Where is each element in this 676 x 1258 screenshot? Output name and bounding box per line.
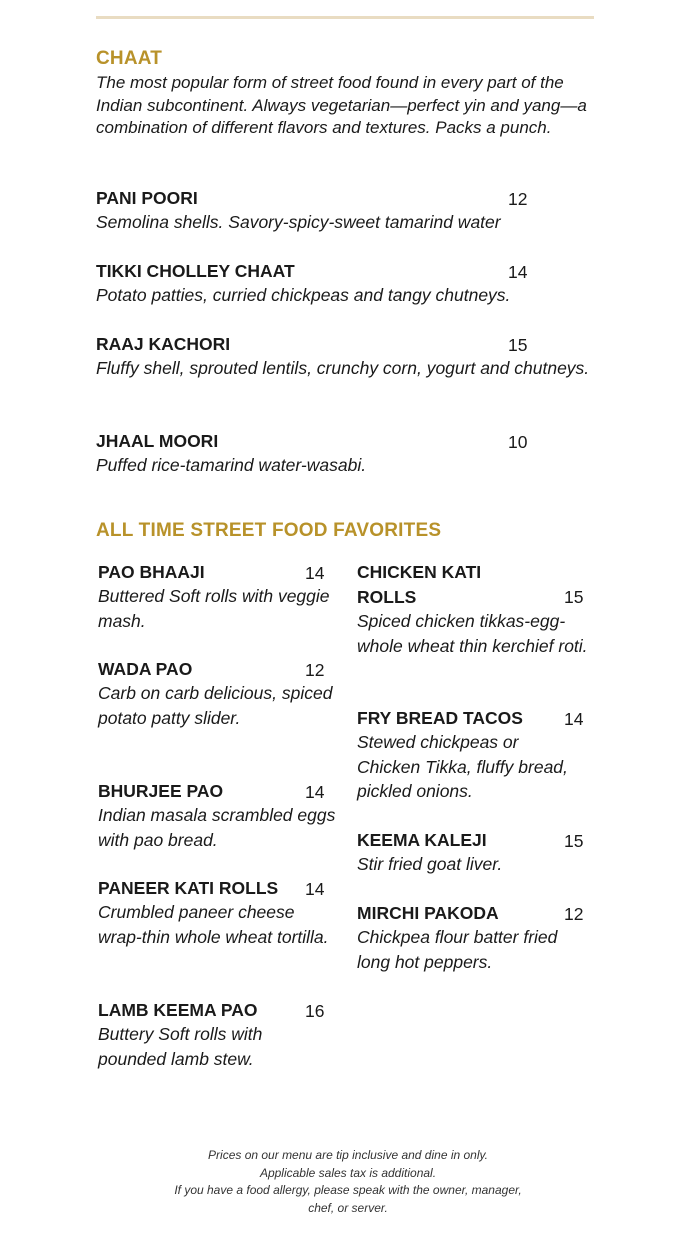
- menu-item-description: Spiced chicken tikkas-egg- whole wheat thin kerchief roti.: [357, 611, 588, 656]
- menu-item-description: Potato patties, curried chickpeas and tangy chutneys.: [96, 285, 511, 305]
- menu-item-price: 14: [305, 563, 325, 583]
- menu-item-name: PANEER KATI ROLLS: [98, 878, 279, 898]
- footer-line: If you have a food allergy, please speak with the owner, manager,: [174, 1183, 522, 1197]
- menu-footer-note: [120, 1147, 576, 1217]
- menu-item-name: PANI POORI: [96, 188, 198, 208]
- menu-item-description: Carb on carb delicious, spiced potato patty slider.: [98, 683, 333, 728]
- street-food-section-title: ALL TIME STREET FOOD FAVORITES: [96, 520, 442, 541]
- menu-item-name: CHICKEN KATI ROLLS: [357, 562, 482, 607]
- menu-item-price: 16: [305, 1001, 325, 1021]
- menu-item-price: 14: [508, 262, 528, 282]
- menu-item-price: 15: [564, 831, 584, 851]
- menu-item-description: Crumbled paneer cheese wrap-thin whole wheat tortilla.: [98, 902, 329, 947]
- menu-item-name: LAMB KEEMA PAO: [98, 1000, 258, 1020]
- menu-item-name: PAO BHAAJI: [98, 562, 205, 582]
- menu-item-price: 14: [564, 709, 584, 729]
- menu-item-description: Stir fried goat liver.: [357, 854, 503, 874]
- footer-line: chef, or server.: [308, 1200, 388, 1215]
- footer-line: Applicable sales tax is additional.: [259, 1165, 437, 1180]
- menu-item-description: Semolina shells. Savory-spicy-sweet tamarind water: [96, 212, 501, 232]
- menu-item-name: BHURJEE PAO: [98, 781, 224, 801]
- menu-item-name: RAAJ KACHORI: [96, 334, 231, 354]
- menu-item-price: 14: [305, 782, 325, 802]
- menu-item-name: FRY BREAD TACOS: [357, 708, 523, 728]
- menu-item-description: Stewed chickpeas or Chicken Tikka, fluffy bread, pickled onions.: [357, 732, 568, 801]
- menu-item-description: Chickpea flour batter fried long hot peppers.: [357, 927, 558, 972]
- menu-item-price: 15: [564, 587, 584, 607]
- menu-item-description: Buttery Soft rolls with pounded lamb stew.: [98, 1024, 263, 1069]
- menu-item-description: Indian masala scrambled eggs with pao bread.: [98, 805, 336, 850]
- menu-item-price: 12: [305, 660, 325, 680]
- menu-item-name: KEEMA KALEJI: [357, 830, 487, 850]
- footer-line: Prices on our menu are tip inclusive and dine in only.: [208, 1148, 488, 1162]
- chaat-section-title: CHAAT: [96, 48, 163, 69]
- menu-item-name: MIRCHI PAKODA: [357, 903, 499, 923]
- menu-item-price: 14: [305, 879, 325, 899]
- chaat-section-description: The most popular form of street food found in every part of the Indian subcontinent. Always vegetarian—perfect yin and yang—a combination of different flavors and textures. Packs a punch.: [96, 73, 587, 137]
- menu-item-price: 12: [564, 904, 584, 924]
- top-divider: [96, 16, 594, 19]
- menu-item-name: WADA PAO: [98, 659, 193, 679]
- menu-item-price: 12: [508, 189, 528, 209]
- menu-item-description: Fluffy shell, sprouted lentils, crunchy corn, yogurt and chutneys.: [96, 358, 590, 378]
- menu-item-price: 15: [508, 335, 528, 355]
- menu-item-name: TIKKI CHOLLEY CHAAT: [96, 261, 295, 281]
- menu-item-price: 10: [508, 432, 528, 452]
- menu-item-name: JHAAL MOORI: [96, 431, 219, 451]
- menu-item-description: Puffed rice-tamarind water-wasabi.: [96, 455, 367, 475]
- menu-item-description: Buttered Soft rolls with veggie mash.: [98, 586, 330, 631]
